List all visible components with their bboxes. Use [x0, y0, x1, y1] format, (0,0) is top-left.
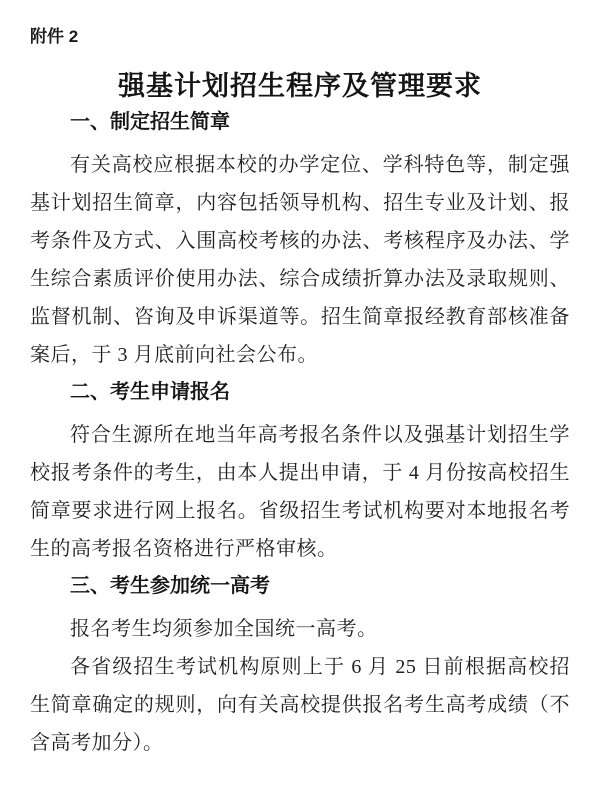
- section-3-paragraph-2: 各省级招生考试机构原则上于 6 月 25 日前根据高校招生简章确定的规则，向有关高校提供报名考生高考成绩（不含高考加分）。: [30, 656, 570, 754]
- document-title: 强基计划招生程序及管理要求: [118, 71, 482, 101]
- attachment-label: 附件 2: [30, 27, 79, 46]
- section-2: [30, 380, 570, 568]
- section-1: [30, 110, 570, 374]
- section-2-paragraph: 符合生源所在地当年高考报名条件以及强基计划招生学校报考条件的考生，由本人提出申请，于 4 月份按高校招生简章要求进行网上报名。省级招生考试机构要对本地报名考生的高考报名资格进行严格审核。: [30, 424, 570, 560]
- section-1-heading: 一、制定招生简章: [70, 111, 230, 133]
- section-3: [30, 574, 570, 762]
- section-3-paragraph-1: 报名考生均须参加全国统一高考。: [70, 618, 378, 640]
- section-3-heading: 三、考生参加统一高考: [70, 575, 270, 597]
- section-1-paragraph: 有关高校应根据本校的办学定位、学科特色等，制定强基计划招生简章，内容包括领导机构、招生专业及计划、报考条件及方式、入围高校考核的办法、考核程序及办法、学生综合素质评价使用办法、综合成绩折算办法及录取规则、监督机制、咨询及申诉渠道等。招生简章报经教育部核准备案后，于 3 月底前向社会公布。: [30, 154, 570, 366]
- section-2-heading: 二、考生申请报名: [70, 381, 230, 403]
